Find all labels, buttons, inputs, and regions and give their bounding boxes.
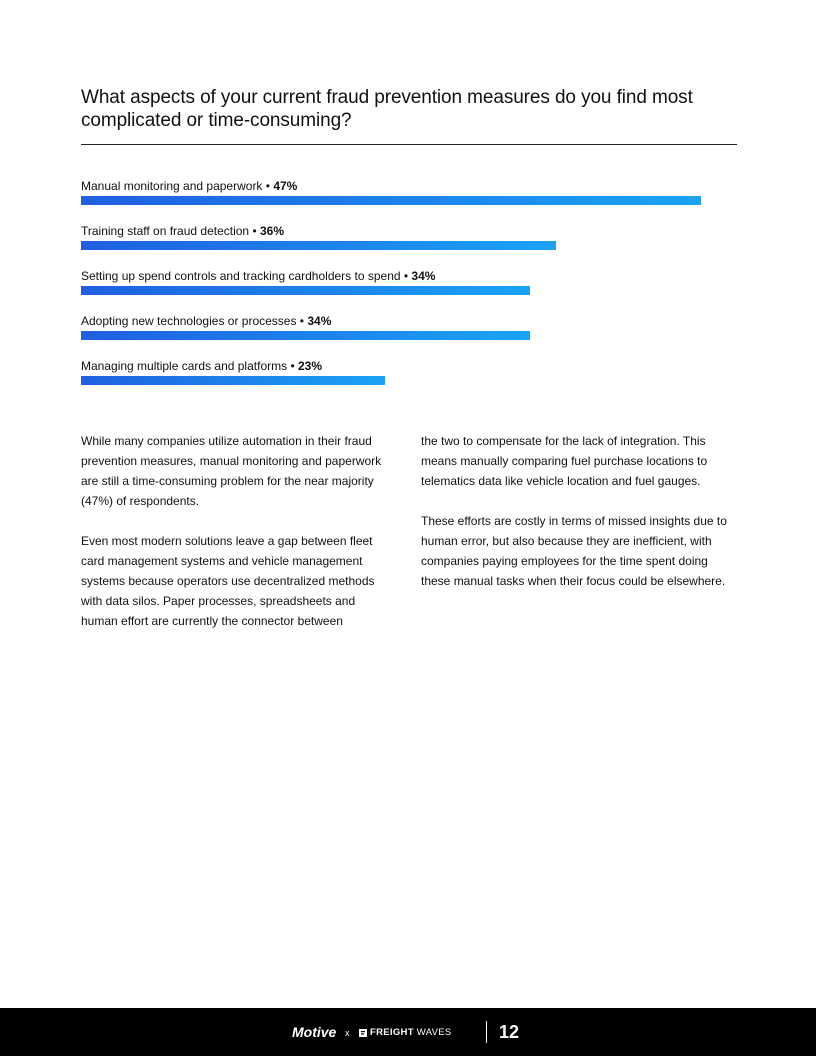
bar [81,241,556,250]
bar [81,331,530,340]
bar-label-bullet: • [287,359,298,373]
bar-label [81,224,284,238]
bar-value-label: 23% [297,359,323,373]
bar-value-label: 36% [259,224,285,238]
bar-category-label: Manual monitoring and paperwork [81,179,263,193]
bar-value-label: 47% [273,179,298,193]
bar-row [81,356,741,390]
footer-divider [486,1021,487,1043]
bar-label [81,179,297,193]
bar-label-bullet: • [262,179,274,193]
bar-chart [81,176,741,396]
bar-value-label: 34% [307,314,332,328]
freightwaves-logo-light: WAVES [416,1027,452,1038]
bar-label-bullet: • [249,224,260,238]
bar-row [81,266,741,300]
bar-label [81,314,331,328]
bar-label [81,359,322,373]
bar-label [81,269,435,283]
freightwaves-logo [359,1027,452,1039]
page-title: What aspects of your current fraud prevention measures do you find most complicated or time-consuming? [81,87,693,131]
bar [81,196,701,205]
bar [81,376,385,385]
bar-value-label: 34% [411,269,436,283]
body-column-left [81,431,393,651]
bar-category-label: Setting up spend controls and tracking cardholders to spend [81,269,401,283]
bar [81,286,530,295]
body-column-right [421,431,733,611]
footer-bar [0,1008,816,1056]
bar-row [81,311,741,345]
page-number: 12 [499,1022,520,1042]
freightwaves-logo-bold: FREIGHT [370,1027,414,1038]
body-paragraph: These efforts are costly in terms of missed insights due to human error, but also because they are inefficient, with companies paying employees for the time spent doing these manual tasks when their focus could be elsewhere. [421,514,727,588]
body-paragraph: While many companies utilize automation in their fraud prevention measures, manual monitoring and paperwork are still a time-consuming problem for the near majority (47%) of respondents. [81,434,382,508]
freightwaves-mark-icon [359,1029,367,1037]
bar-row [81,221,741,255]
logo-separator: x [345,1028,350,1038]
bar-label-bullet: • [400,269,412,283]
bar-row [81,176,741,210]
bar-category-label: Managing multiple cards and platforms [81,359,288,373]
bar-category-label: Training staff on fraud detection [81,224,250,238]
body-paragraph: Even most modern solutions leave a gap between fleet card management systems and vehicle management systems because operators use decentralized methods with data silos. Paper processes, spreadsheets and human effort are currently the connector between [81,534,375,628]
title-divider [81,144,737,145]
body-paragraph: the two to compensate for the lack of integration. This means manually comparing fuel purchase locations to telematics data like vehicle location and fuel gauges. [421,434,708,488]
bar-category-label: Adopting new technologies or processes [81,314,297,328]
motive-logo: Motive [292,1024,337,1040]
bar-label-bullet: • [296,314,308,328]
